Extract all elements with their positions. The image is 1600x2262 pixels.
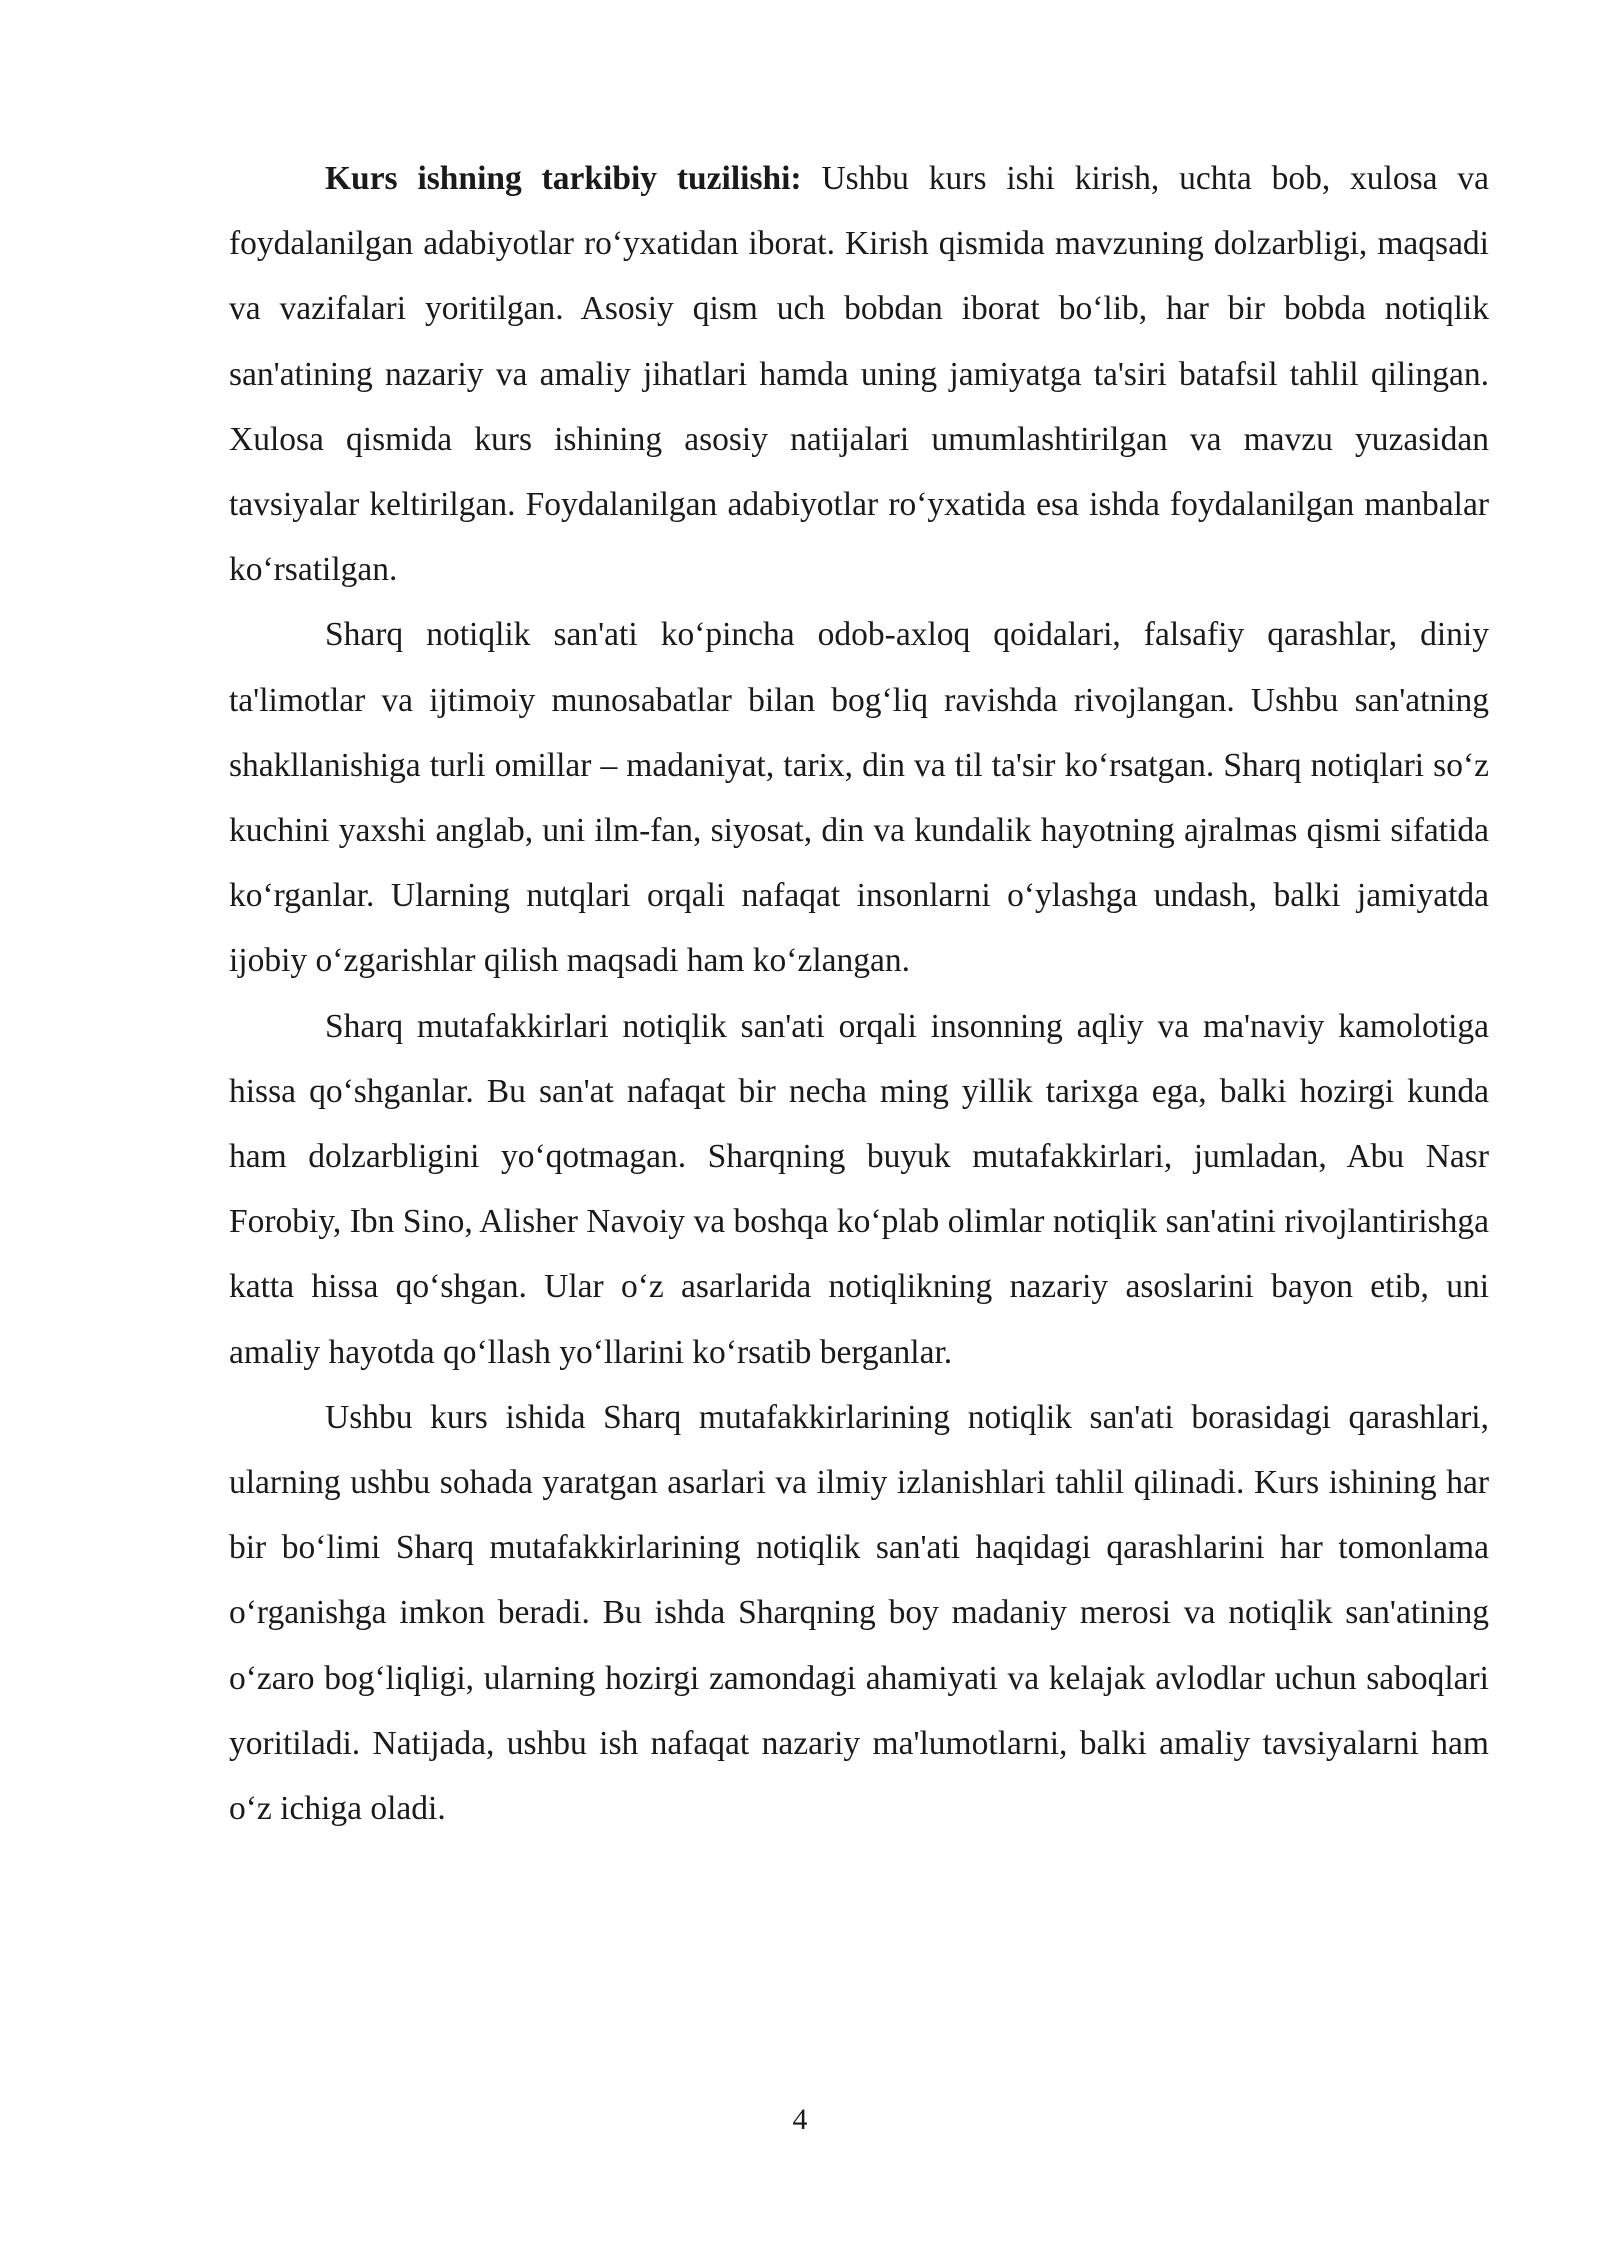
paragraph-eastern-oratory: Sharq notiqlik san'ati ko‘pincha odob-axloq qoidalari, falsafiy qarashlar, diniy ta'limotlar va ijtimoiy munosabatlar bilan bog‘liq ravishda rivojlangan. Ushbu san'atning shakllanishiga turli omillar – madaniyat, tarix, din va til ta'sir ko‘rsatgan. Sharq notiqlari so‘z kuchini yaxshi anglab, uni ilm-fan, siyosat, din va kundalik hayotning ajralmas qismi sifatida ko‘rganlar. Ularning nutqlari orqali nafaqat insonlarni o‘ylashga undash, balki jamiyatda ijobiy o‘zgarishlar qilish maqsadi ham ko‘zlangan. — [229, 616, 1489, 980]
paragraph-structure — [229, 146, 1489, 602]
paragraph-course-work: Ushbu kurs ishida Sharq mutafakkirlarining notiqlik san'ati borasidagi qarashlari, ularning ushbu sohada yaratgan asarlari va ilmiy izlanishlari tahlil qilinadi. Kurs ishining har bir bo‘limi Sharq mutafakkirlarining notiqlik san'ati haqidagi qarashlarini har tomonlama o‘rganishga imkon beradi. Bu ishda Sharqning boy madaniy merosi va notiqlik san'atining o‘zaro bog‘liqligi, ularning hozirgi zamondagi ahamiyati va kelajak avlodlar uchun saboqlari yoritiladi. Natijada, ushbu ish nafaqat nazariy ma'lumotlarni, balki amaliy tavsiyalarni ham o‘z ichiga oladi. — [229, 1398, 1489, 1828]
section-lead-title: Kurs ishning tarkibiy tuzilishi: — [325, 160, 802, 197]
page-number: 4 — [792, 2103, 808, 2136]
body-text — [229, 146, 1489, 1841]
paragraph-text: Ushbu kurs ishi kirish, uchta bob, xulosa va foydalanilgan adabiyotlar ro‘yxatidan iborat. Kirish qismida mavzuning dolzarbligi, maqsadi va vazifalari yoritilgan. Asosiy qism uch bobdan iborat bo‘lib, har bir bobda notiqlik san'atining nazariy va amaliy jihatlari hamda uning jamiyatga ta'siri batafsil tahlil qilingan. Xulosa qismida kurs ishining asosiy natijalari umumlashtirilgan va mavzu yuzasidan tavsiyalar keltirilgan. Foydalanilgan adabiyotlar ro‘yxatida esa ishda foydalanilgan manbalar ko‘rsatilgan. — [229, 160, 1489, 589]
paragraph-eastern-thinkers: Sharq mutafakkirlari notiqlik san'ati orqali insonning aqliy va ma'naviy kamolotiga hissa qo‘shganlar. Bu san'at nafaqat bir necha ming yillik tarixga ega, balki hozirgi kunda ham dolzarbligini yo‘qotmagan. Sharqning buyuk mutafakkirlari, jumladan, Abu Nasr Forobiy, Ibn Sino, Alisher Navoiy va boshqa ko‘plab olimlar notiqlik san'atini rivojlantirishga katta hissa qo‘shgan. Ular o‘z asarlarida notiqlikning nazariy asoslarini bayon etib, uni amaliy hayotda qo‘llash yo‘llarini ko‘rsatib berganlar. — [229, 1007, 1489, 1371]
